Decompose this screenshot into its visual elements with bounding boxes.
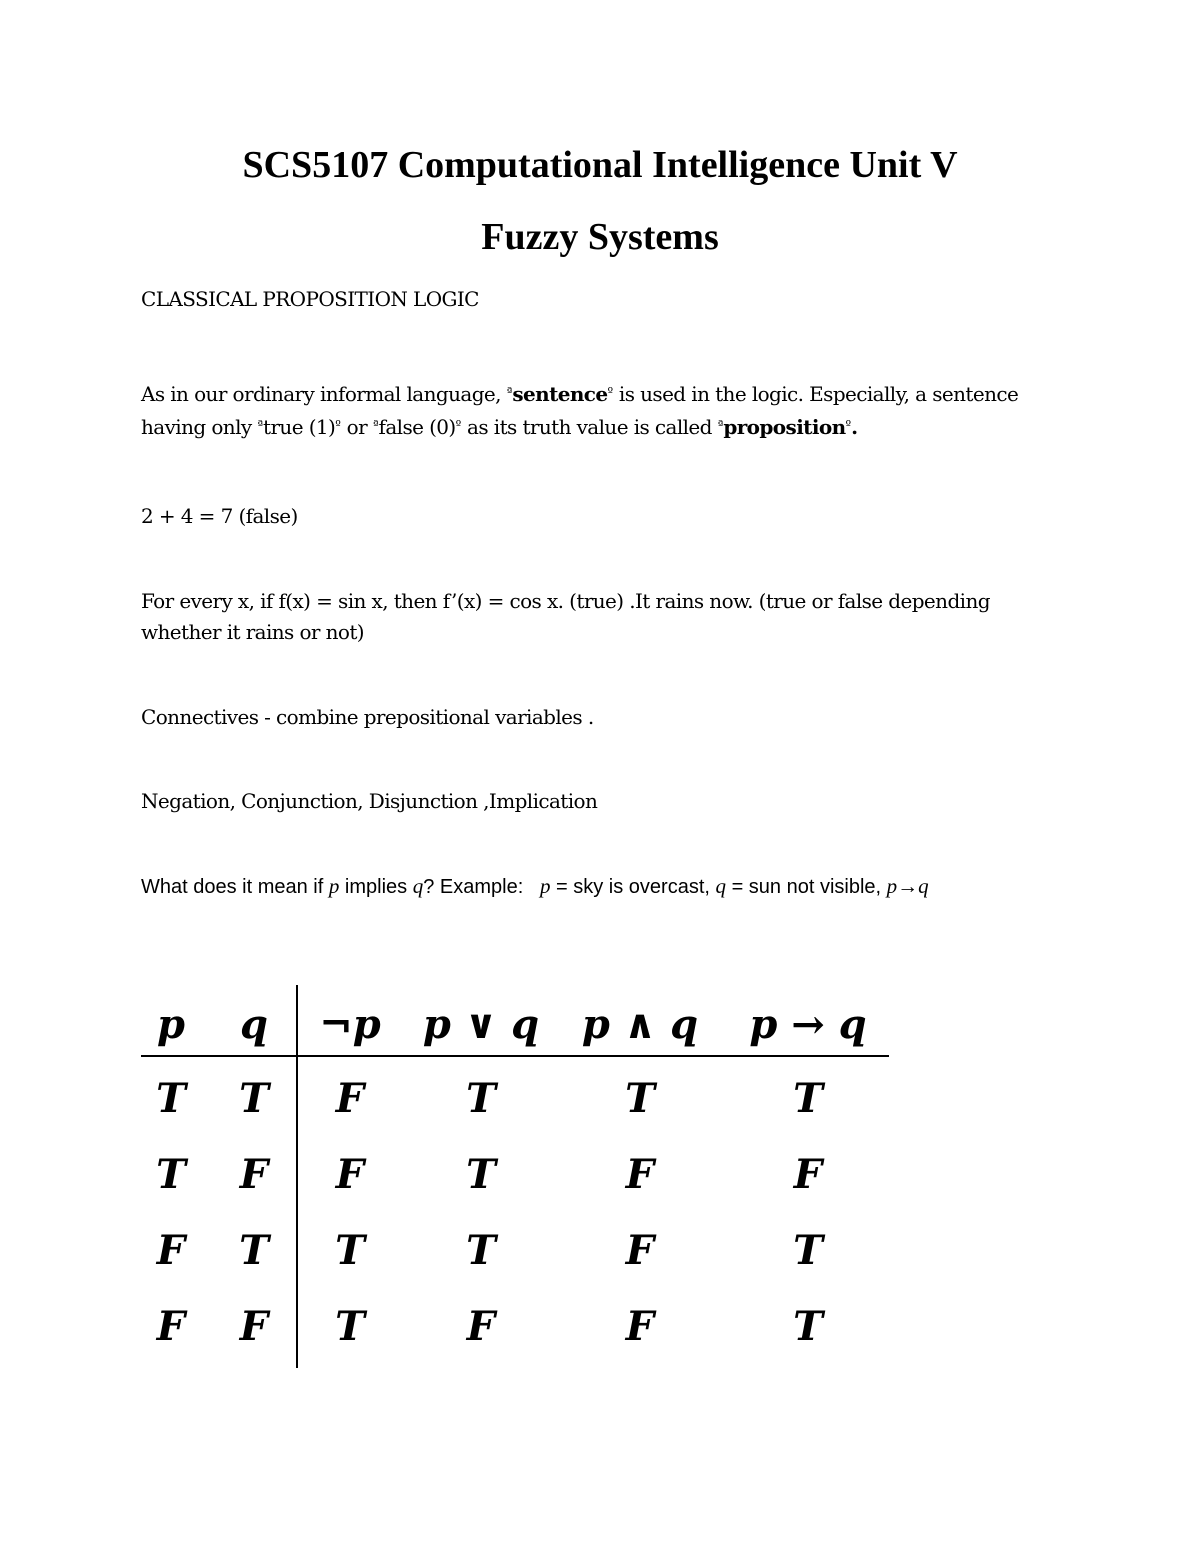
section-heading: CLASSICAL PROPOSITION LOGIC [141, 287, 479, 311]
intro-text-4: or [340, 415, 373, 439]
close-quote-mark: º [455, 418, 462, 432]
column-header-p-implies-q: p → q [749, 1001, 867, 1048]
var-q: q [715, 874, 727, 898]
implication-question [141, 872, 929, 901]
table-cell: T [239, 1075, 269, 1122]
table-cell: F [793, 1151, 823, 1198]
intro-text-2: is used in the logic. Especially, a sentence having only [141, 382, 1019, 439]
close-quote-mark: º [845, 418, 852, 432]
table-cell: F [239, 1303, 269, 1350]
column-header-not-p: ¬p [319, 1001, 381, 1048]
table-cell: T [156, 1151, 186, 1198]
question-text-4: = sky is overcast, [550, 876, 716, 898]
implication-expression: p→q [886, 874, 929, 898]
column-header-q: q [240, 1001, 268, 1048]
table-cell: T [156, 1075, 186, 1122]
table-cell: F [335, 1151, 365, 1198]
var-p: p [539, 874, 551, 898]
question-text-5: = sun not visible, [726, 876, 887, 898]
table-cell: T [793, 1227, 823, 1274]
connectives-list: Negation, Conjunction, Disjunction ,Implication [141, 789, 598, 813]
column-header-p-or-q: p ∨ q [422, 1001, 540, 1048]
table-cell: F [239, 1151, 269, 1198]
open-quote-mark: ª [257, 418, 264, 432]
table-cell: T [335, 1227, 365, 1274]
example-derivative: For every x, if f(x) = sin x, then f’(x) = cos x. (true) .It rains now. (true or false depending whether it rains or not) [141, 589, 990, 644]
intro-paragraph [141, 377, 1071, 443]
close-quote-mark: º [607, 385, 614, 399]
close-quote-mark: º [335, 418, 341, 432]
intro-text-6: as its truth value is called [461, 415, 718, 439]
table-cell: T [466, 1151, 496, 1198]
table-cell: F [625, 1227, 655, 1274]
connectives-description: Connectives - combine prepositional variables . [141, 705, 594, 729]
column-header-p: p [157, 1001, 185, 1048]
table-cell: F [335, 1075, 365, 1122]
term-sentence: sentence [512, 382, 608, 406]
var-q: q [412, 874, 424, 898]
intro-text-1: As in our ordinary informal language, [141, 382, 507, 406]
term-proposition: proposition [723, 415, 846, 439]
document-title: SCS5107 Computational Intelligence Unit V [242, 144, 958, 186]
example-false: 2 + 4 = 7 (false) [141, 504, 298, 528]
intro-text-7: . [851, 415, 858, 439]
table-cell: F [625, 1303, 655, 1350]
question-text-3: ? Example: [423, 876, 540, 898]
table-header-divider [141, 1055, 889, 1057]
question-text-1: What does it mean if [141, 876, 329, 898]
open-quote-mark: ª [372, 418, 379, 432]
table-cell: T [239, 1227, 269, 1274]
document-subtitle: Fuzzy Systems [481, 216, 719, 258]
table-cell: T [335, 1303, 365, 1350]
table-cell: T [625, 1075, 655, 1122]
table-cell: T [466, 1075, 496, 1122]
column-header-p-and-q: p ∧ q [581, 1001, 699, 1048]
intro-text-5: false (0) [378, 415, 456, 439]
table-cell: F [466, 1303, 496, 1350]
var-p: p [328, 874, 340, 898]
intro-text-3: true (1) [263, 415, 336, 439]
table-cell: F [156, 1227, 186, 1274]
table-cell: T [793, 1075, 823, 1122]
table-cell: T [466, 1227, 496, 1274]
table-cell: F [156, 1303, 186, 1350]
table-cell: F [625, 1151, 655, 1198]
open-quote-mark: ª [506, 385, 513, 399]
open-quote-mark: ª [717, 418, 724, 432]
question-text-2: implies [339, 876, 413, 898]
table-cell: T [793, 1303, 823, 1350]
